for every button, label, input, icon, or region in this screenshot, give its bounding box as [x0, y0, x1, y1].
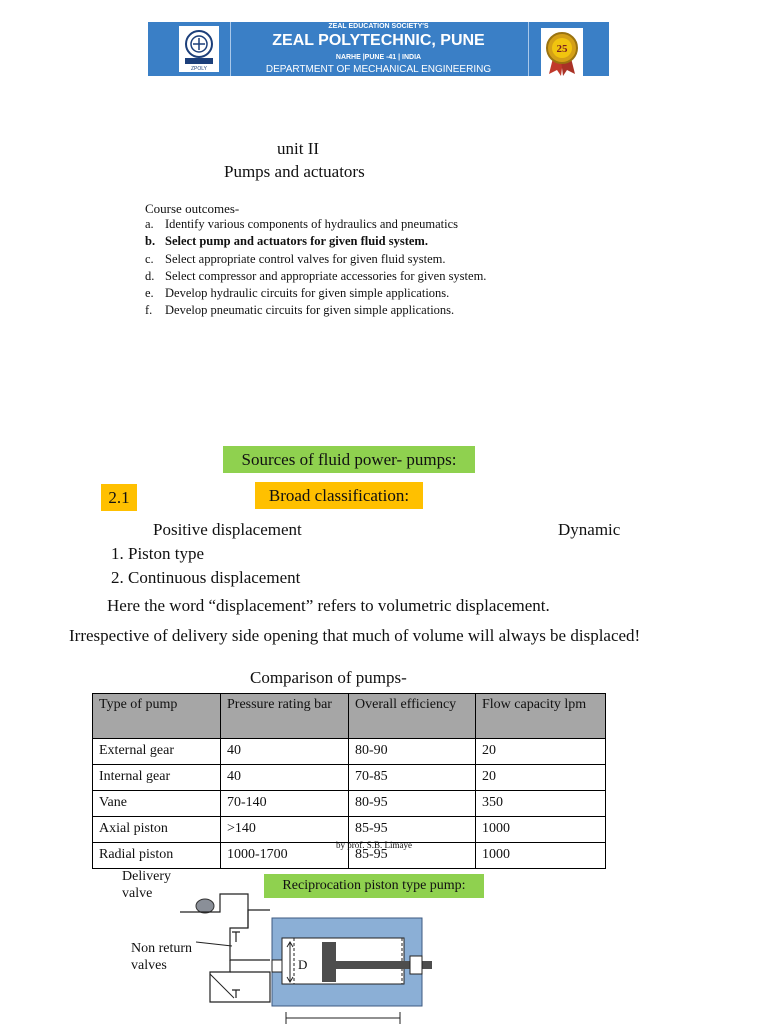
table-cell: 80-90 — [349, 739, 476, 765]
table-cell: 1000 — [476, 843, 606, 869]
table-cell: 80-95 — [349, 791, 476, 817]
outcome-item: e. Develop hydraulic circuits for given simple applications. — [145, 286, 450, 301]
anniversary-badge-icon — [541, 28, 583, 76]
column-header: Overall efficiency — [349, 694, 476, 739]
non-return-valve-icon — [232, 932, 240, 942]
outcome-item: c. Select appropriate control valves for given fluid system. — [145, 251, 446, 266]
sources-heading: Sources of fluid power- pumps: — [223, 446, 475, 473]
dynamic-label: Dynamic — [558, 520, 621, 539]
table-cell: 70-140 — [221, 791, 349, 817]
department-name: DEPARTMENT OF MECHANICAL ENGINEERING — [265, 64, 492, 75]
irrespective-note: Irrespective of delivery side opening that much of volume will always be displaced! — [69, 626, 641, 645]
table-cell: 40 — [221, 765, 349, 791]
outcome-item: d. Select compressor and appropriate accessories for given system. — [145, 268, 487, 283]
outcome-item: f. Develop pneumatic circuits for given simple applications. — [145, 303, 455, 318]
table-row — [93, 765, 606, 791]
table-cell: 40 — [221, 739, 349, 765]
table-cell: 85-95 — [349, 843, 476, 869]
table-cell: >140 — [221, 817, 349, 843]
badge-number: 25 — [556, 43, 568, 55]
piston-pump-diagram — [170, 890, 450, 1024]
society-name: ZEAL EDUCATION SOCIETY'S — [328, 23, 429, 30]
table-row — [93, 739, 606, 765]
non-return-valves-label: Non return valves — [131, 941, 193, 973]
piston-head — [322, 942, 336, 982]
table-cell: 1000-1700 — [221, 843, 349, 869]
diameter-label: D — [298, 957, 308, 972]
section-number: 2.1 — [101, 484, 137, 511]
delivery-pipe-outline — [180, 894, 270, 960]
column-header: Pressure rating bar — [221, 694, 349, 739]
author-credit: by prof. S.B. Limaye — [336, 840, 412, 850]
table-cell: 350 — [476, 791, 606, 817]
table-cell: Radial piston — [93, 843, 221, 869]
comparison-title: Comparison of pumps- — [250, 668, 407, 687]
suction-pipe-outline — [180, 912, 230, 1002]
table-cell: 70-85 — [349, 765, 476, 791]
institute-location: NARHE |PUNE -41 | INDIA — [335, 54, 422, 61]
column-header: Type of pump — [93, 694, 221, 739]
header-banner — [148, 22, 609, 76]
table-row — [93, 791, 606, 817]
table-cell: 85-95 — [349, 817, 476, 843]
delivery-valve-label: Delivery valve — [122, 869, 171, 901]
table-row — [93, 817, 606, 843]
table-cell: 20 — [476, 765, 606, 791]
table-cell: External gear — [93, 739, 221, 765]
displacement-note: Here the word “displacement” refers to volumetric displacement. — [107, 596, 550, 615]
reciprocation-heading: Reciprocation piston type pump: — [264, 874, 484, 898]
table-cell: 1000 — [476, 817, 606, 843]
course-outcomes-list — [145, 216, 486, 320]
crest-text: ZPOLY — [190, 66, 208, 72]
delivery-valve-ball-icon — [196, 899, 214, 913]
table-cell: 20 — [476, 739, 606, 765]
table-cell: Internal gear — [93, 765, 221, 791]
table-header-row — [93, 694, 606, 739]
classification-heading: Broad classification: — [255, 482, 423, 509]
table-cell: Axial piston — [93, 817, 221, 843]
outcome-item: a. Identify various components of hydraulics and pneumatics — [145, 217, 458, 231]
classification-list-item: 1. Piston type — [111, 544, 205, 563]
unit-title: unit II — [277, 139, 320, 158]
outcome-item-highlighted: b. Select pump and actuators for given fluid system. — [145, 234, 428, 249]
course-outcomes-heading: Course outcomes- — [145, 201, 240, 216]
positive-displacement-label: Positive displacement — [153, 520, 302, 539]
classification-list-item: 2. Continuous displacement — [111, 568, 301, 587]
column-header: Flow capacity lpm — [476, 694, 606, 739]
institute-name: ZEAL POLYTECHNIC, PUNE — [272, 32, 485, 49]
table-cell: Vane — [93, 791, 221, 817]
topic-title: Pumps and actuators — [224, 162, 365, 181]
